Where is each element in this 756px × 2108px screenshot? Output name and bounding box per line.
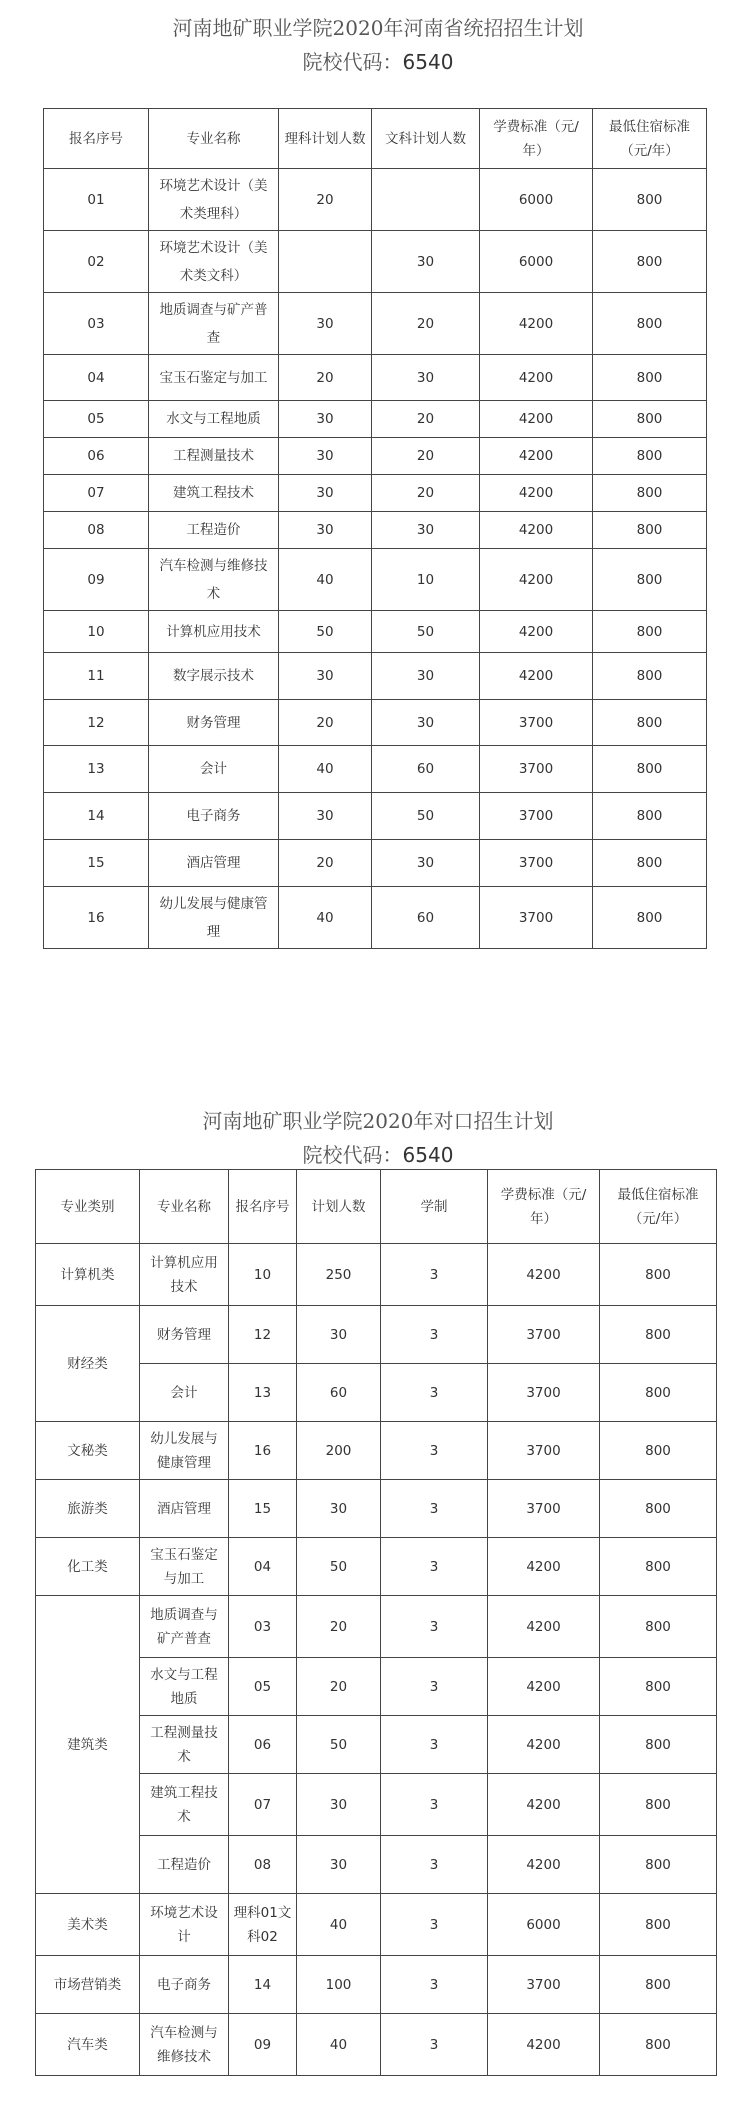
header-cell: 专业名称 xyxy=(140,1170,229,1244)
table2 xyxy=(35,1169,717,2076)
cell-category: 计算机类 xyxy=(36,1244,140,1306)
table2-title: 河南地矿职业学院2020年对口招生计划 xyxy=(202,1109,554,1133)
cell-years: 3 xyxy=(381,1306,488,1364)
cell-dorm: 800 xyxy=(600,1596,717,1658)
cell-dorm: 800 xyxy=(600,1716,717,1774)
cell-arts: 30 xyxy=(372,653,480,700)
cell-years: 3 xyxy=(381,1364,488,1422)
cell-no: 14 xyxy=(229,1956,297,2014)
cell-major: 酒店管理 xyxy=(149,840,279,887)
cell-dorm: 800 xyxy=(593,293,707,355)
table-row xyxy=(36,1422,717,1480)
cell-fee: 3700 xyxy=(488,1364,600,1422)
cell-years: 3 xyxy=(381,1480,488,1538)
cell-dorm: 800 xyxy=(600,1422,717,1480)
cell-fee: 4200 xyxy=(480,512,593,549)
cell-science: 40 xyxy=(279,887,372,949)
cell-fee: 4200 xyxy=(480,475,593,512)
cell-count: 40 xyxy=(297,1894,381,1956)
cell-no: 03 xyxy=(229,1596,297,1658)
cell-dorm: 800 xyxy=(600,1836,717,1894)
cell-dorm: 800 xyxy=(600,1956,717,2014)
cell-arts: 20 xyxy=(372,401,480,438)
table-row xyxy=(36,2014,717,2076)
cell-arts: 20 xyxy=(372,293,480,355)
cell-major: 汽车检测与维修技术 xyxy=(149,549,279,611)
cell-science: 30 xyxy=(279,293,372,355)
cell-fee: 4200 xyxy=(488,1538,600,1596)
cell-dorm: 800 xyxy=(600,1658,717,1716)
header-cell: 报名序号 xyxy=(44,109,149,169)
cell-no: 06 xyxy=(229,1716,297,1774)
cell-major: 地质调查与矿产普查 xyxy=(140,1596,229,1658)
header-cell: 学费标准（元/年） xyxy=(480,109,593,169)
cell-count: 20 xyxy=(297,1596,381,1658)
cell-years: 3 xyxy=(381,1836,488,1894)
cell-years: 3 xyxy=(381,1716,488,1774)
code-label: 院校代码： xyxy=(302,1143,403,1167)
cell-no: 13 xyxy=(44,746,149,793)
cell-dorm: 800 xyxy=(600,1480,717,1538)
cell-dorm: 800 xyxy=(600,1364,717,1422)
cell-years: 3 xyxy=(381,1894,488,1956)
cell-arts xyxy=(372,169,480,231)
header-cell: 学制 xyxy=(381,1170,488,1244)
header-cell: 最低住宿标准（元/年） xyxy=(593,109,707,169)
table-row xyxy=(44,840,707,887)
cell-major: 地质调查与矿产普查 xyxy=(149,293,279,355)
cell-no: 04 xyxy=(44,355,149,401)
cell-major: 数字展示技术 xyxy=(149,653,279,700)
table-row xyxy=(44,793,707,840)
cell-major: 幼儿发展与健康管理 xyxy=(149,887,279,949)
table-row xyxy=(36,1306,717,1364)
code-value: 6540 xyxy=(402,50,454,74)
cell-fee: 4200 xyxy=(488,1596,600,1658)
cell-years: 3 xyxy=(381,1596,488,1658)
cell-count: 30 xyxy=(297,1480,381,1538)
cell-fee: 4200 xyxy=(480,549,593,611)
cell-dorm: 800 xyxy=(593,700,707,746)
cell-arts: 30 xyxy=(372,512,480,549)
cell-years: 3 xyxy=(381,1774,488,1836)
table-row xyxy=(44,438,707,475)
cell-major: 计算机应用技术 xyxy=(149,611,279,653)
table-row xyxy=(44,355,707,401)
table-row xyxy=(44,653,707,700)
cell-category: 财经类 xyxy=(36,1306,140,1422)
cell-count: 30 xyxy=(297,1306,381,1364)
cell-no: 10 xyxy=(44,611,149,653)
cell-major: 环境艺术设计（美术类文科） xyxy=(149,231,279,293)
cell-major: 电子商务 xyxy=(140,1956,229,2014)
cell-no: 07 xyxy=(44,475,149,512)
table-row xyxy=(44,512,707,549)
cell-count: 40 xyxy=(297,2014,381,2076)
cell-science: 30 xyxy=(279,512,372,549)
cell-fee: 3700 xyxy=(488,1480,600,1538)
cell-arts: 20 xyxy=(372,438,480,475)
cell-major: 工程造价 xyxy=(149,512,279,549)
cell-dorm: 800 xyxy=(593,611,707,653)
table2-school-code xyxy=(0,1140,756,1170)
cell-fee: 4200 xyxy=(480,611,593,653)
header-cell: 最低住宿标准（元/年） xyxy=(600,1170,717,1244)
cell-major: 工程测量技术 xyxy=(140,1716,229,1774)
cell-fee: 3700 xyxy=(488,1956,600,2014)
table-row xyxy=(36,1480,717,1538)
cell-category: 建筑类 xyxy=(36,1596,140,1894)
cell-arts: 30 xyxy=(372,700,480,746)
header-cell: 专业类别 xyxy=(36,1170,140,1244)
cell-fee: 6000 xyxy=(480,231,593,293)
cell-dorm: 800 xyxy=(593,793,707,840)
cell-science: 20 xyxy=(279,355,372,401)
cell-dorm: 800 xyxy=(593,512,707,549)
cell-science: 20 xyxy=(279,840,372,887)
cell-major: 环境艺术设计（美术类理科） xyxy=(149,169,279,231)
cell-arts: 10 xyxy=(372,549,480,611)
cell-arts: 60 xyxy=(372,887,480,949)
cell-years: 3 xyxy=(381,2014,488,2076)
cell-dorm: 800 xyxy=(600,1244,717,1306)
table-row xyxy=(44,169,707,231)
cell-no: 09 xyxy=(229,2014,297,2076)
table1-school-code xyxy=(0,47,756,77)
cell-no: 09 xyxy=(44,549,149,611)
cell-fee: 4200 xyxy=(480,401,593,438)
cell-major: 宝玉石鉴定与加工 xyxy=(140,1538,229,1596)
cell-major: 汽车检测与维修技术 xyxy=(140,2014,229,2076)
cell-no: 11 xyxy=(44,653,149,700)
cell-no: 02 xyxy=(44,231,149,293)
cell-no: 07 xyxy=(229,1774,297,1836)
cell-major: 水文与工程地质 xyxy=(149,401,279,438)
cell-count: 50 xyxy=(297,1716,381,1774)
cell-no: 08 xyxy=(44,512,149,549)
cell-major: 环境艺术设计 xyxy=(140,1894,229,1956)
cell-category: 市场营销类 xyxy=(36,1956,140,2014)
header-cell: 报名序号 xyxy=(229,1170,297,1244)
cell-no: 16 xyxy=(229,1422,297,1480)
table-row xyxy=(44,700,707,746)
cell-no: 理科01文科02 xyxy=(229,1894,297,1956)
cell-no: 12 xyxy=(229,1306,297,1364)
cell-no: 15 xyxy=(44,840,149,887)
cell-no: 15 xyxy=(229,1480,297,1538)
cell-no: 14 xyxy=(44,793,149,840)
cell-fee: 4200 xyxy=(480,438,593,475)
cell-no: 12 xyxy=(44,700,149,746)
table-row xyxy=(36,1596,717,1658)
cell-major: 建筑工程技术 xyxy=(140,1774,229,1836)
cell-science: 40 xyxy=(279,746,372,793)
cell-fee: 4200 xyxy=(488,1716,600,1774)
cell-fee: 3700 xyxy=(480,746,593,793)
cell-category: 美术类 xyxy=(36,1894,140,1956)
header-cell: 理科计划人数 xyxy=(279,109,372,169)
cell-science: 30 xyxy=(279,401,372,438)
cell-count: 30 xyxy=(297,1774,381,1836)
cell-major: 会计 xyxy=(149,746,279,793)
cell-dorm: 800 xyxy=(600,1538,717,1596)
cell-count: 200 xyxy=(297,1422,381,1480)
cell-fee: 3700 xyxy=(480,793,593,840)
table-row xyxy=(44,231,707,293)
cell-major: 电子商务 xyxy=(149,793,279,840)
cell-years: 3 xyxy=(381,1956,488,2014)
cell-years: 3 xyxy=(381,1422,488,1480)
cell-fee: 4200 xyxy=(480,653,593,700)
cell-major: 建筑工程技术 xyxy=(149,475,279,512)
cell-science: 20 xyxy=(279,700,372,746)
cell-fee: 4200 xyxy=(488,1244,600,1306)
header-cell: 文科计划人数 xyxy=(372,109,480,169)
cell-dorm: 800 xyxy=(593,840,707,887)
code-value: 6540 xyxy=(402,1143,454,1167)
cell-arts: 50 xyxy=(372,611,480,653)
cell-arts: 50 xyxy=(372,793,480,840)
header-cell: 计划人数 xyxy=(297,1170,381,1244)
cell-dorm: 800 xyxy=(593,169,707,231)
cell-major: 财务管理 xyxy=(149,700,279,746)
cell-science: 50 xyxy=(279,611,372,653)
cell-fee: 4200 xyxy=(480,293,593,355)
cell-dorm: 800 xyxy=(600,2014,717,2076)
cell-science: 30 xyxy=(279,438,372,475)
cell-dorm: 800 xyxy=(593,231,707,293)
table-row xyxy=(36,1244,717,1306)
cell-no: 06 xyxy=(44,438,149,475)
cell-fee: 3700 xyxy=(480,700,593,746)
cell-fee: 4200 xyxy=(480,355,593,401)
cell-count: 250 xyxy=(297,1244,381,1306)
table-row xyxy=(44,475,707,512)
cell-fee: 4200 xyxy=(488,1836,600,1894)
table-row xyxy=(36,1956,717,2014)
cell-fee: 4200 xyxy=(488,2014,600,2076)
cell-category: 汽车类 xyxy=(36,2014,140,2076)
cell-category: 化工类 xyxy=(36,1538,140,1596)
table-row xyxy=(44,401,707,438)
cell-count: 20 xyxy=(297,1658,381,1716)
cell-major: 宝玉石鉴定与加工 xyxy=(149,355,279,401)
cell-no: 13 xyxy=(229,1364,297,1422)
cell-dorm: 800 xyxy=(593,355,707,401)
cell-count: 60 xyxy=(297,1364,381,1422)
cell-dorm: 800 xyxy=(600,1306,717,1364)
cell-dorm: 800 xyxy=(593,746,707,793)
cell-dorm: 800 xyxy=(593,401,707,438)
cell-years: 3 xyxy=(381,1538,488,1596)
table-row xyxy=(44,611,707,653)
cell-no: 16 xyxy=(44,887,149,949)
cell-arts: 30 xyxy=(372,840,480,887)
cell-major: 会计 xyxy=(140,1364,229,1422)
table1-header-row xyxy=(44,109,707,169)
header-cell: 专业名称 xyxy=(149,109,279,169)
cell-dorm: 800 xyxy=(593,438,707,475)
cell-major: 幼儿发展与健康管理 xyxy=(140,1422,229,1480)
cell-fee: 3700 xyxy=(480,887,593,949)
table1-title: 河南地矿职业学院2020年河南省统招招生计划 xyxy=(172,16,584,40)
cell-arts: 60 xyxy=(372,746,480,793)
cell-arts: 30 xyxy=(372,231,480,293)
cell-dorm: 800 xyxy=(593,887,707,949)
cell-dorm: 800 xyxy=(600,1774,717,1836)
table-row xyxy=(36,1894,717,1956)
cell-years: 3 xyxy=(381,1658,488,1716)
cell-arts: 20 xyxy=(372,475,480,512)
cell-fee: 4200 xyxy=(488,1658,600,1716)
table-row xyxy=(44,293,707,355)
cell-fee: 3700 xyxy=(488,1306,600,1364)
cell-major: 酒店管理 xyxy=(140,1480,229,1538)
cell-dorm: 800 xyxy=(600,1894,717,1956)
cell-science: 30 xyxy=(279,475,372,512)
cell-count: 50 xyxy=(297,1538,381,1596)
table1 xyxy=(43,108,707,949)
cell-major: 水文与工程地质 xyxy=(140,1658,229,1716)
cell-years: 3 xyxy=(381,1244,488,1306)
header-cell: 学费标准（元/年） xyxy=(488,1170,600,1244)
cell-dorm: 800 xyxy=(593,475,707,512)
table-row xyxy=(36,1538,717,1596)
cell-science: 30 xyxy=(279,653,372,700)
cell-science: 20 xyxy=(279,169,372,231)
cell-fee: 6000 xyxy=(480,169,593,231)
cell-count: 100 xyxy=(297,1956,381,2014)
cell-science: 30 xyxy=(279,793,372,840)
table2-header-row xyxy=(36,1170,717,1244)
cell-fee: 3700 xyxy=(488,1422,600,1480)
cell-science: 40 xyxy=(279,549,372,611)
cell-major: 计算机应用技术 xyxy=(140,1244,229,1306)
cell-arts: 30 xyxy=(372,355,480,401)
cell-no: 05 xyxy=(44,401,149,438)
table-row xyxy=(44,549,707,611)
cell-count: 30 xyxy=(297,1836,381,1894)
code-label: 院校代码： xyxy=(302,50,403,74)
cell-no: 04 xyxy=(229,1538,297,1596)
cell-science xyxy=(279,231,372,293)
cell-fee: 6000 xyxy=(488,1894,600,1956)
cell-no: 03 xyxy=(44,293,149,355)
cell-fee: 4200 xyxy=(488,1774,600,1836)
cell-dorm: 800 xyxy=(593,653,707,700)
cell-no: 05 xyxy=(229,1658,297,1716)
cell-category: 旅游类 xyxy=(36,1480,140,1538)
cell-major: 工程造价 xyxy=(140,1836,229,1894)
cell-major: 工程测量技术 xyxy=(149,438,279,475)
cell-major: 财务管理 xyxy=(140,1306,229,1364)
cell-no: 01 xyxy=(44,169,149,231)
cell-dorm: 800 xyxy=(593,549,707,611)
cell-category: 文秘类 xyxy=(36,1422,140,1480)
cell-fee: 3700 xyxy=(480,840,593,887)
cell-no: 10 xyxy=(229,1244,297,1306)
cell-no: 08 xyxy=(229,1836,297,1894)
table-row xyxy=(44,746,707,793)
table-row xyxy=(44,887,707,949)
